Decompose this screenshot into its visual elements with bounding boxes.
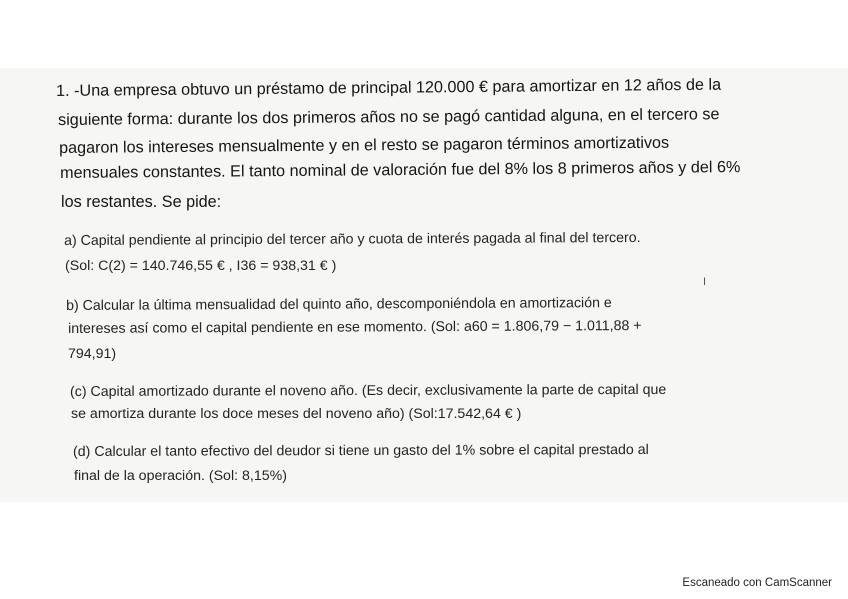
scanned-page <box>0 68 848 502</box>
intro-line-4: mensuales constantes. El tanto nominal de valoración fue del 8% los 8 primeros años y del 6% <box>60 158 741 182</box>
part-b-line-1: b) Calcular la última mensualidad del quinto año, descomponiéndola en amortización e <box>66 295 612 314</box>
part-c-line-2: se amortiza durante los doce meses del noveno año) (Sol:17.542,64 € ) <box>71 406 522 422</box>
part-d-line-1: (d) Calcular el tanto efectivo del deudor si tiene un gasto del 1% sobre el capital prestado al <box>73 441 649 460</box>
part-b-line-3: 794,91) <box>68 346 117 362</box>
intro-line-3: pagaron los intereses mensualmente y en el resto se pagaron términos amortizativos <box>59 133 670 157</box>
part-a-line-1: a) Capital pendiente al principio del tercer año y cuota de interés pagada al final del tercero. <box>64 229 641 249</box>
part-d-line-2: final de la operación. (Sol: 8,15%) <box>74 468 287 484</box>
intro-line-1: 1. -Una empresa obtuvo un préstamo de principal 120.000 € para amortizar en 12 años de la <box>56 75 722 100</box>
camscanner-watermark: Escaneado con CamScanner <box>682 577 832 589</box>
intro-line-5: los restantes. Se pide: <box>61 193 222 211</box>
part-b-line-2: intereses así como el capital pendiente en ese momento. (Sol: a60 = 1.806,79 − 1.011,88 + <box>68 317 642 337</box>
part-a-line-2: (Sol: C(2) = 140.746,55 € , I36 = 938,31 € ) <box>65 258 337 274</box>
stray-mark: I <box>703 276 707 288</box>
intro-line-2: siguiente forma: durante los dos primeros años no se pagó cantidad alguna, en el tercero se <box>58 105 720 129</box>
part-c-line-1: (c) Capital amortizado durante el noveno año. (Es decir, exclusivamente la parte de capital que <box>70 381 667 400</box>
